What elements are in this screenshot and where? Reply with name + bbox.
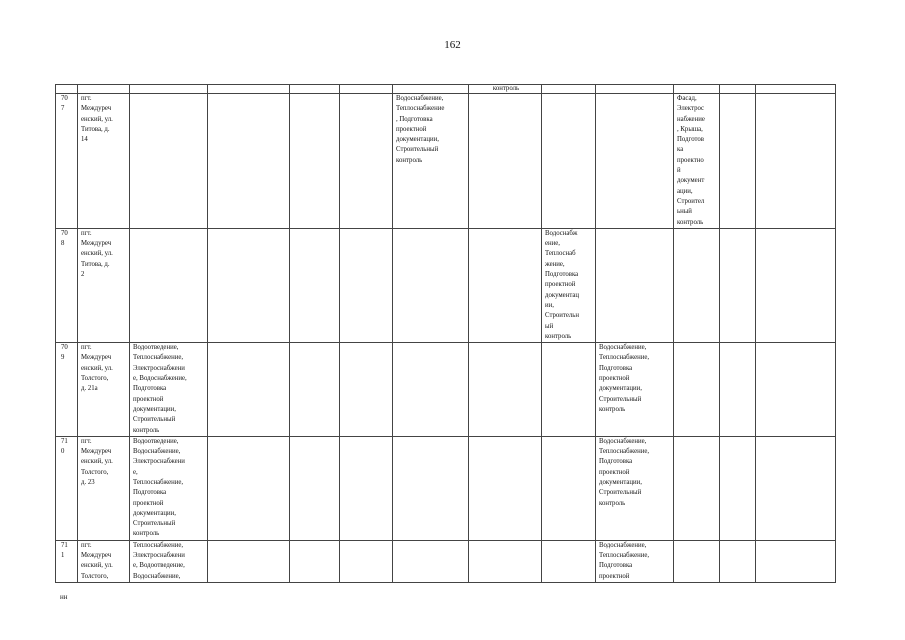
works-cell <box>674 540 720 582</box>
table-row <box>56 94 836 229</box>
works-cell <box>130 228 208 342</box>
works-cell: Водоснабжение, Теплоснабжение, Подготовка проектной документации, Строительный контроль <box>596 436 674 540</box>
works-cell <box>542 94 596 229</box>
works-cell: Теплоснабжение, Электроснабжени е, Водоотведение, Водоснабжение, <box>130 540 208 582</box>
row-number: 71 1 <box>56 540 78 582</box>
works-cell <box>393 343 469 437</box>
row-number: 70 9 <box>56 343 78 437</box>
works-cell <box>393 436 469 540</box>
row-number: 70 7 <box>56 94 78 229</box>
works-cell: Водоснабжение, Теплоснабжение, Подготовка проектной документации, Строительный контроль <box>596 343 674 437</box>
works-cell <box>596 94 674 229</box>
footer-mark: нн <box>60 593 68 601</box>
works-cell <box>674 228 720 342</box>
works-cell <box>674 436 720 540</box>
works-cell <box>542 436 596 540</box>
table-row <box>56 228 836 342</box>
continuation-row <box>56 85 836 94</box>
works-cell: Водоотведение, Водоснабжение, Электроснабжени е, Теплоснабжение, Подготовка проектной документации, Строительный контроль <box>130 436 208 540</box>
table-row <box>56 540 836 582</box>
address-cell: пгт. Междуреч енский, ул. Титова, д. 14 <box>78 94 130 229</box>
works-cell: Водоотведение, Теплоснабжение, Электроснабжени е, Водоснабжение, Подготовка проектной документации, Строительный контроль <box>130 343 208 437</box>
works-cell: Водоснабж ение, Теплоснаб жение, Подготовка проектной документац ии, Строительн ый контроль <box>542 228 596 342</box>
works-cell: Водоснабжение, Теплоснабжение, Подготовка проектной <box>596 540 674 582</box>
table-row <box>56 343 836 437</box>
works-cell <box>542 343 596 437</box>
row-number: 70 8 <box>56 228 78 342</box>
address-cell: пгт. Междуреч енский, ул. Толстого, д. 23 <box>78 436 130 540</box>
works-cell <box>130 94 208 229</box>
works-cell <box>542 540 596 582</box>
table-row <box>56 436 836 540</box>
continuation-cell: контроль <box>469 85 542 94</box>
works-cell <box>596 228 674 342</box>
works-cell <box>393 540 469 582</box>
work-schedule-table <box>55 84 836 583</box>
works-cell <box>674 343 720 437</box>
page-number: 162 <box>444 39 461 51</box>
address-cell: пгт. Междуреч енский, ул. Толстого, <box>78 540 130 582</box>
works-cell: Фасад, Электрос набжение , Крыша, Подготов ка проектно й документ ации, Строител ьный контроль <box>674 94 720 229</box>
address-cell: пгт. Междуреч енский, ул. Титова, д. 2 <box>78 228 130 342</box>
works-cell <box>393 228 469 342</box>
works-cell: Водоснабжение, Теплоснабжение , Подготовка проектной документации, Строительный контроль <box>393 94 469 229</box>
address-cell: пгт. Междуреч енский, ул. Толстого, д. 21а <box>78 343 130 437</box>
row-number: 71 0 <box>56 436 78 540</box>
